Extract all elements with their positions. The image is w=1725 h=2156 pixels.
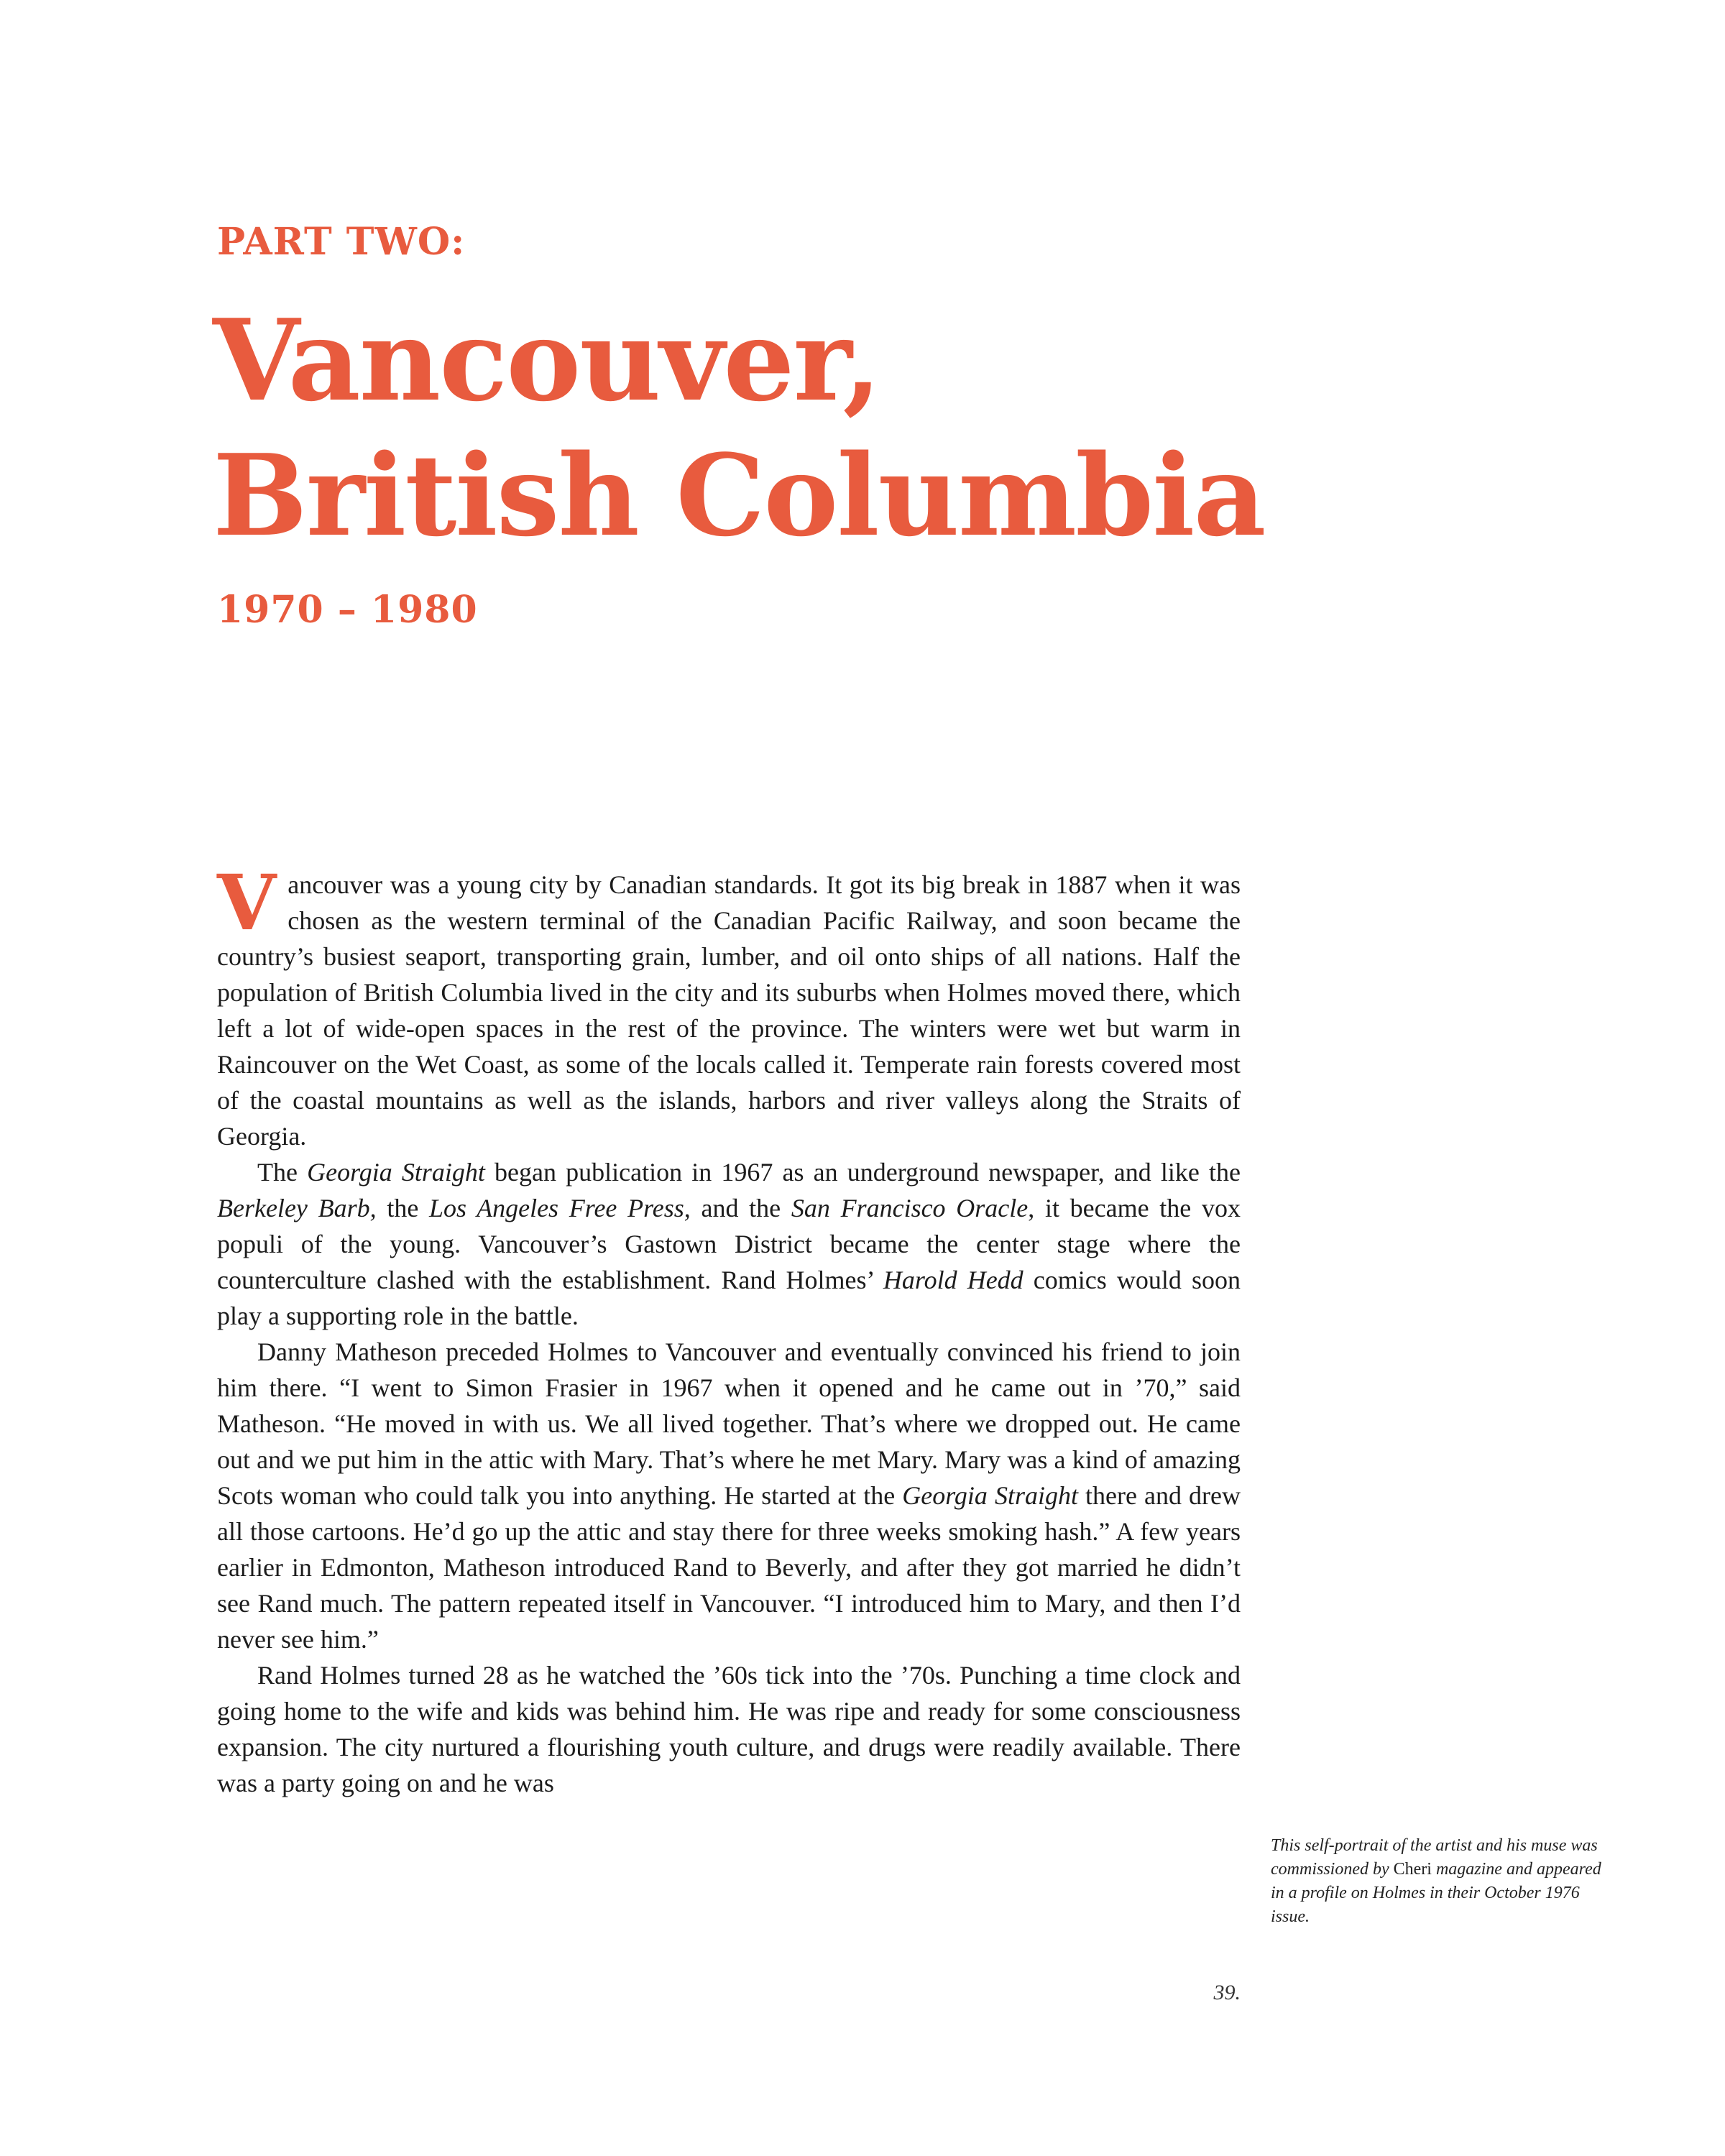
paragraph-1-text: ancouver was a young city by Canadian standards. It got its big break in 1887 when it was chosen as the western terminal of the Canadian Pacific Railway, and soon became the country’s busiest seaport, transporting grain, lumber, and oil onto ships of all nations. Half the population of British Columbia lived in the city and its suburbs when Holmes moved there, which left a lot of wide-open spaces in the rest of the province. The winters were wet but warm in Raincouver on the Wet Coast, as some of the locals called it. Temperate rain forests covered most of the coastal mountains as well as the islands, harbors and river valleys along the Straits of Georgia.: [217, 870, 1241, 1151]
photo-caption: This self-portrait of the artist and his muse was commissioned by Cheri magazine and appeared in a profile on Holmes in their October 1976 issue.: [1271, 1836, 1601, 1926]
paragraph-1: [217, 857, 1241, 1154]
paragraph-4: Rand Holmes turned 28 as he watched the ’60s tick into the ’70s. Punching a time clock and going home to the wife and kids was behind him. He was ripe and ready for some consciousness expansion. The city nurtured a flourishing youth culture, and drugs were readily available. There was a party going on and he was: [217, 1661, 1241, 1797]
part-label: PART TWO:: [217, 220, 466, 264]
date-range: 1970 – 1980: [217, 588, 478, 632]
chapter-title-line-2: British Columbia: [213, 430, 1265, 561]
paragraph-2: The Georgia Straight began publication in 1967 as an underground newspaper, and like the Berkeley Barb, the Los Angeles Free Press, and the San Francisco Oracle, it became the vox populi of the young. Vancouver’s Gastown District became the center stage where the counterculture clashed with the establishment. Rand Holmes’ Harold Hedd comics would soon play a supporting role in the battle.: [217, 1158, 1241, 1330]
chapter-title: [213, 293, 1265, 563]
page-number: 39.: [1213, 1981, 1241, 2004]
body-text: [217, 857, 1241, 1801]
paragraph-3: Danny Matheson preceded Holmes to Vancouver and eventually convinced his friend to join him there. “I went to Simon Frasier in 1967 when it opened and he came out in ’70,” said Matheson. “He moved in with us. We all lived together. That’s where we dropped out. He came out and we put him in the attic with Mary. That’s where he met Mary. Mary was a kind of amazing Scots woman who could talk you into anything. He started at the Georgia Straight there and drew all those cartoons. He’d go up the attic and stay there for three weeks smoking hash.” A few years earlier in Edmonton, Matheson introduced Rand to Beverly, and after they got married he didn’t see Rand much. The pattern repeated itself in Vancouver. “I introduced him to Mary, and then I’d never see him.”: [217, 1337, 1241, 1654]
chapter-title-line-1: Vancouver,: [213, 295, 880, 426]
drop-cap: V: [217, 857, 277, 947]
